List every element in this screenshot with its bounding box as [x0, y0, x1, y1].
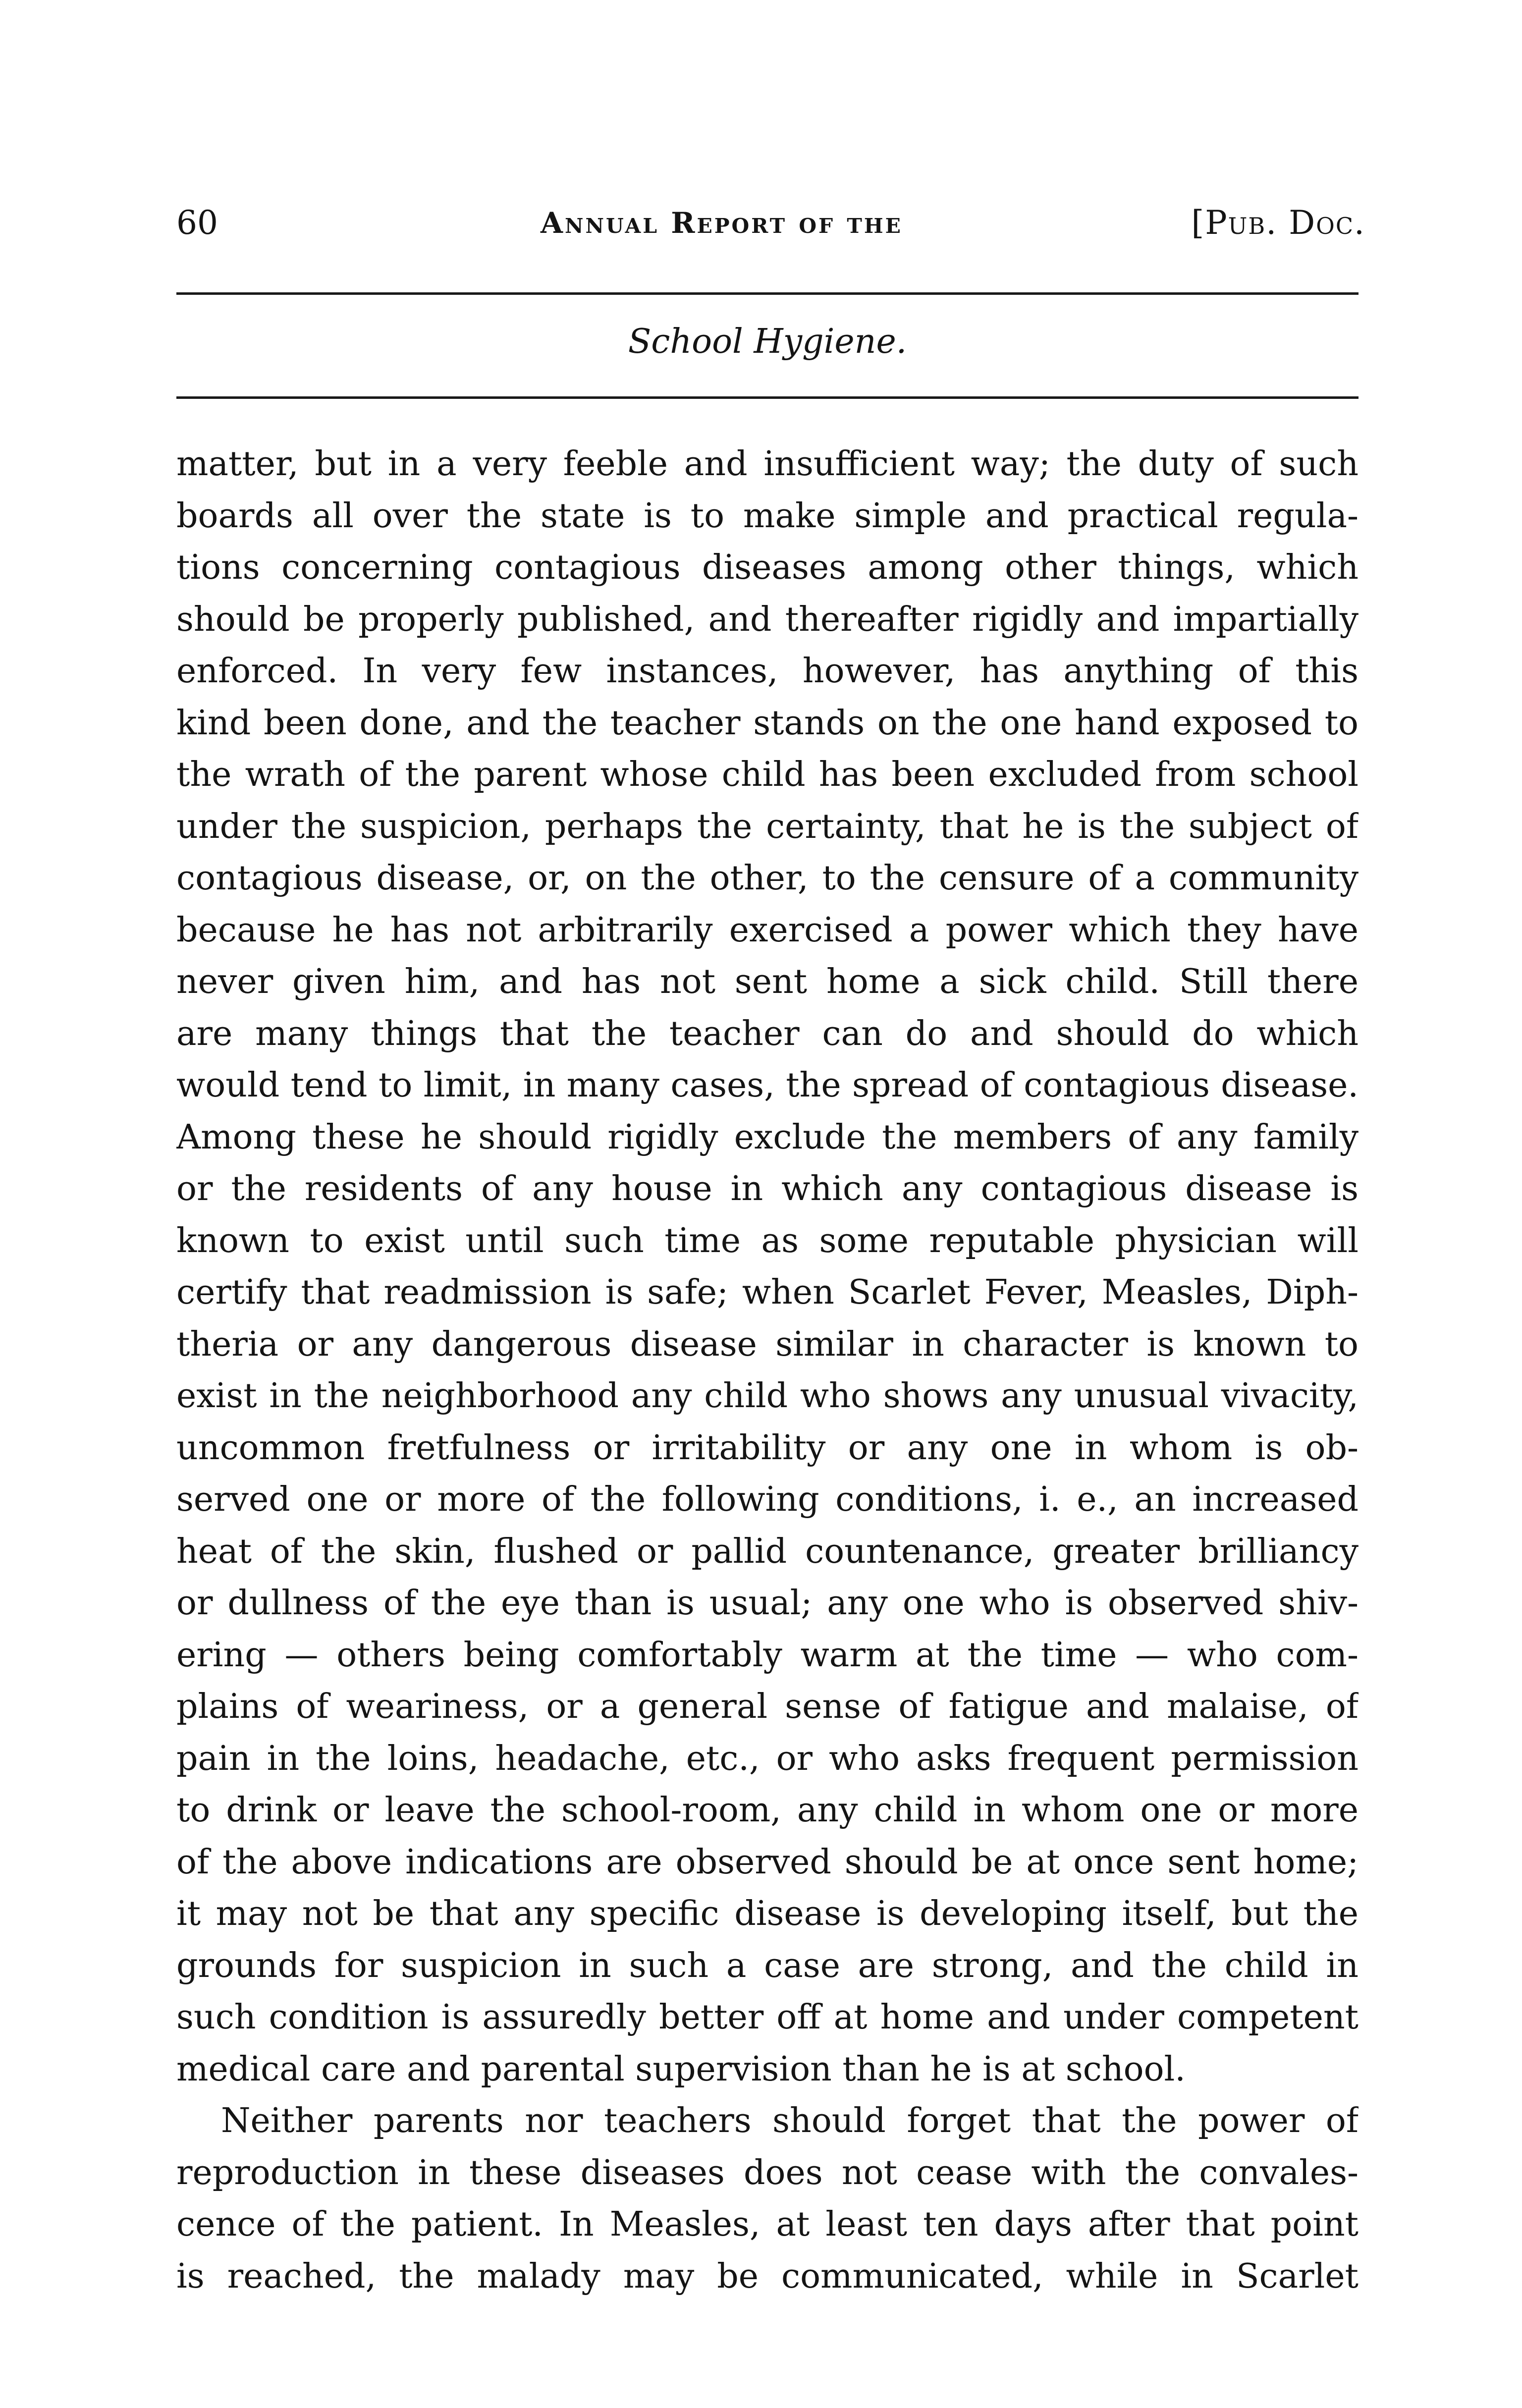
- text-line: exist in the neighborhood any child who shows any unusual vivacity,: [176, 1376, 1359, 1416]
- text-line: never given him, and has not sent home a sick child. Still there: [176, 962, 1359, 1001]
- text-line: should be properly published, and thereafter rigidly and impartially: [176, 600, 1359, 639]
- text-line: boards all over the state is to make simple and practical regula-: [176, 496, 1359, 536]
- text-line: plains of weariness, or a general sense of fatigue and malaise, of: [176, 1687, 1359, 1726]
- text-line: Among these he should rigidly exclude the members of any family: [176, 1117, 1359, 1157]
- text-line: tions concerning contagious diseases among other things, which: [176, 548, 1359, 587]
- text-line: is reached, the malady may be communicated, while in Scarlet: [176, 2256, 1359, 2296]
- section-title: School Hygiene.: [628, 322, 907, 361]
- text-line: ering — others being comfortably warm at the time — who com-: [176, 1635, 1359, 1675]
- paragraph-1: [176, 438, 1359, 2095]
- header-rule-bottom: [176, 396, 1359, 399]
- header-rule-top: [176, 292, 1359, 295]
- text-line: certify that readmission is safe; when Scarlet Fever, Measles, Diph-: [176, 1273, 1359, 1312]
- running-title: Annual Report of the: [541, 206, 903, 240]
- text-line: or the residents of any house in which any contagious disease is: [176, 1169, 1359, 1208]
- text-line: Neither parents nor teachers should forget that the power of: [221, 2101, 1359, 2140]
- text-line: served one or more of the following conditions, i. e., an increased: [176, 1480, 1359, 1519]
- text-line: of the above indications are observed should be at once sent home;: [176, 1842, 1359, 1882]
- text-line: grounds for suspicion in such a case are strong, and the child in: [176, 1946, 1359, 1985]
- paragraph-2: [176, 2095, 1359, 2302]
- text-line: to drink or leave the school-room, any child in whom one or more: [176, 1791, 1359, 1830]
- text-line: are many things that the teacher can do and should do which: [176, 1014, 1359, 1053]
- text-line: reproduction in these diseases does not cease with the convales-: [176, 2153, 1359, 2192]
- page-number: 60: [176, 204, 218, 242]
- text-line: or dullness of the eye than is usual; any one who is observed shiv-: [176, 1584, 1359, 1623]
- text-line: under the suspicion, perhaps the certainty, that he is the subject of: [176, 807, 1359, 846]
- text-line: the wrath of the parent whose child has been excluded from school: [176, 755, 1359, 794]
- text-line: uncommon fretfulness or irritability or any one in whom is ob-: [176, 1428, 1359, 1468]
- text-line: kind been done, and the teacher stands on the one hand exposed to: [176, 703, 1359, 743]
- text-line: such condition is assuredly better off at home and under competent: [176, 1998, 1359, 2037]
- text-line: pain in the loins, headache, etc., or who asks frequent permission: [176, 1739, 1359, 1778]
- document-label: [Pub. Doc.: [1191, 204, 1365, 242]
- running-header: [176, 201, 1365, 245]
- text-line: enforced. In very few instances, however, has anything of this: [176, 652, 1359, 691]
- text-line: medical care and parental supervision than he is at school.: [176, 2049, 1186, 2089]
- text-line: theria or any dangerous disease similar in character is known to: [176, 1324, 1359, 1364]
- text-line: known to exist until such time as some reputable physician will: [176, 1221, 1359, 1260]
- text-line: contagious disease, or, on the other, to the censure of a community: [176, 859, 1359, 898]
- text-line: cence of the patient. In Measles, at least ten days after that point: [176, 2205, 1359, 2244]
- text-line: would tend to limit, in many cases, the spread of contagious disease.: [176, 1066, 1359, 1105]
- body-text: [176, 438, 1359, 2302]
- text-line: because he has not arbitrarily exercised a power which they have: [176, 910, 1359, 950]
- text-line: heat of the skin, flushed or pallid countenance, greater brilliancy: [176, 1532, 1359, 1571]
- text-line: matter, but in a very feeble and insufficient way; the duty of such: [176, 444, 1359, 484]
- text-line: it may not be that any specific disease is developing itself, but the: [176, 1894, 1359, 1933]
